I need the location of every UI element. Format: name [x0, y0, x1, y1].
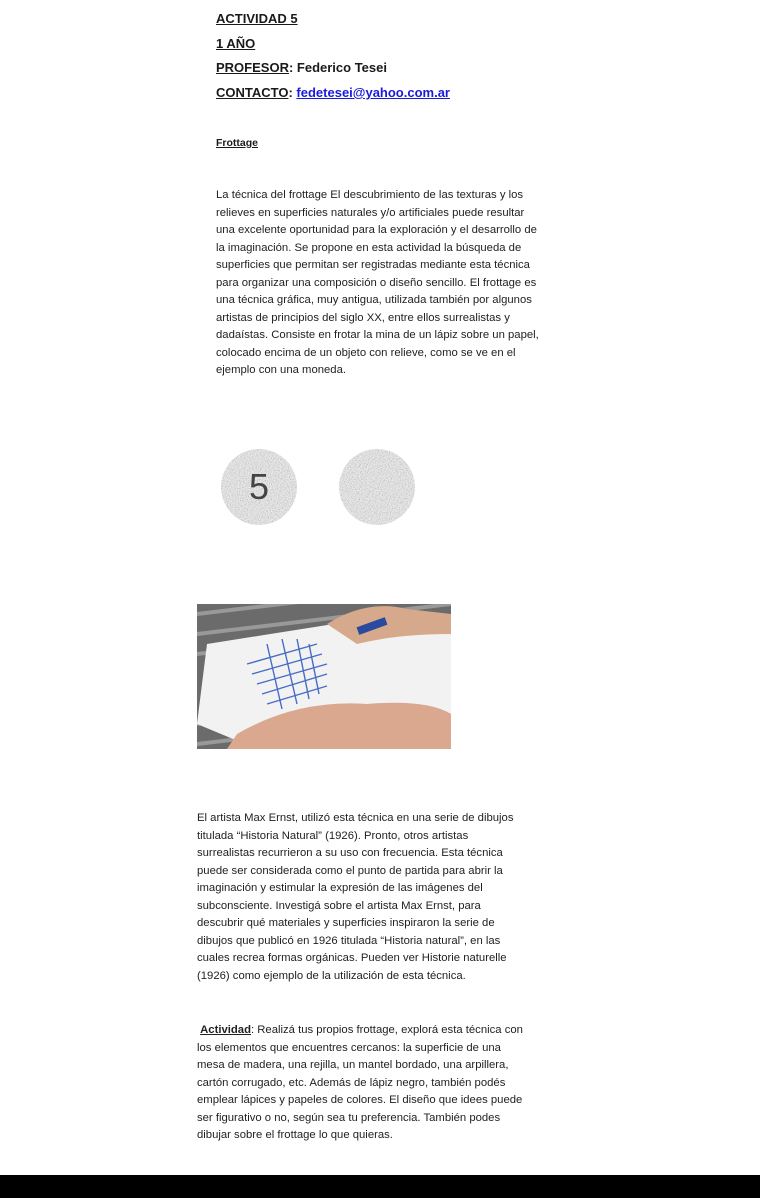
text-line: emplear lápices y papeles de colores. El diseño que idees puede — [197, 1094, 523, 1106]
text-line: para organizar una composición o diseño sencillo. El frottage es — [216, 276, 537, 289]
text-line: La técnica del frottage El descubrimiento de las texturas y los — [216, 189, 524, 201]
frottage-photo — [197, 604, 451, 749]
year-text: 1 AÑO — [216, 36, 256, 51]
text-line: puede ser considerada como el punto de partida para abrir la — [197, 864, 503, 877]
text-line: subconsciente. Investigá sobre el artista Max Ernst, para — [197, 899, 481, 912]
text-line: una excelente oportunidad para la exploración y el desarrollo de — [216, 224, 537, 236]
text-line: (1926) como ejemplo de la utilización de esta técnica. — [197, 969, 466, 982]
text-line: cuales recrea formas orgánicas. Pueden ver Historie naturelle — [197, 952, 507, 964]
activity-number: ACTIVIDAD 5 — [216, 11, 298, 26]
coin-rubbings-image — [215, 415, 443, 557]
activity-paragraph — [197, 1022, 523, 1145]
text-line: titulada “Historia Natural” (1926). Pronto, otros artistas — [197, 829, 469, 842]
text-line: cartón corrugado, etc. Además de lápiz negro, también podés — [197, 1076, 506, 1089]
professor-name: : Federico Tesei — [288, 60, 387, 75]
activity-first-line-text: : Realizá tus propios frottage, explorá esta técnica con — [251, 1024, 523, 1036]
ernst-paragraph — [197, 810, 513, 985]
text-line: dadaístas. Consiste en frotar la mina de un lápiz sobre un papel, — [216, 329, 539, 341]
section-title: Frottage — [216, 137, 258, 149]
contact-label: CONTACTO — [216, 85, 289, 100]
contact-separator: : — [288, 85, 297, 100]
activity-first-line — [197, 1022, 523, 1040]
text-line: colocado encima de un objeto con relieve, como se ve en el — [216, 346, 516, 359]
professor-label: PROFESOR — [216, 60, 289, 75]
text-line: descubrir qué materiales y superficies inspiraron la serie de — [197, 917, 495, 929]
activity-label: Actividad — [200, 1024, 251, 1036]
text-line: superficies que permitan ser registradas mediante esta técnica — [216, 259, 530, 271]
text-line: la imaginación. Se propone en esta actividad la búsqueda de — [216, 241, 522, 254]
coin-rubbing-right — [339, 449, 415, 525]
contact-line — [216, 85, 450, 100]
text-line: ejemplo con una moneda. — [216, 364, 347, 376]
activity-lines — [197, 1040, 523, 1145]
text-line: una técnica gráfica, muy antigua, utilizada también por algunos — [216, 294, 532, 306]
text-line: relieves en superficies naturales y/o artificiales puede resultar — [216, 206, 525, 219]
text-line: dibujos que publicó en 1926 titulada “Historia natural”, en las — [197, 934, 501, 947]
text-line: los elementos que encuentres cercanos: la superficie de una — [197, 1041, 501, 1054]
contact-email-link[interactable]: fedetesei@yahoo.com.ar — [296, 85, 450, 100]
text-line: mesa de madera, una rejilla, un mantel bordado, una arpillera, — [197, 1059, 509, 1071]
text-line: El artista Max Ernst, utilizó esta técnica en una serie de dibujos — [197, 812, 514, 824]
year-label — [216, 36, 255, 51]
text-line: imaginación y estimular la expresión de las imágenes del — [197, 882, 483, 894]
intro-paragraph — [216, 187, 539, 380]
bottom-bar — [0, 1175, 760, 1198]
text-line: artistas de principios del siglo XX, entre ellos surrealistas y — [216, 311, 510, 324]
text-line: dibujar sobre el frottage lo que quieras. — [197, 1129, 393, 1141]
text-line: surrealistas recurrieron a su uso con frecuencia. Esta técnica — [197, 847, 503, 859]
professor-line — [216, 60, 387, 75]
text-line: ser figurativo o no, según sea tu preferencia. También podes — [197, 1111, 501, 1124]
coin-digit: 5 — [248, 466, 270, 507]
activity-title — [216, 11, 298, 26]
